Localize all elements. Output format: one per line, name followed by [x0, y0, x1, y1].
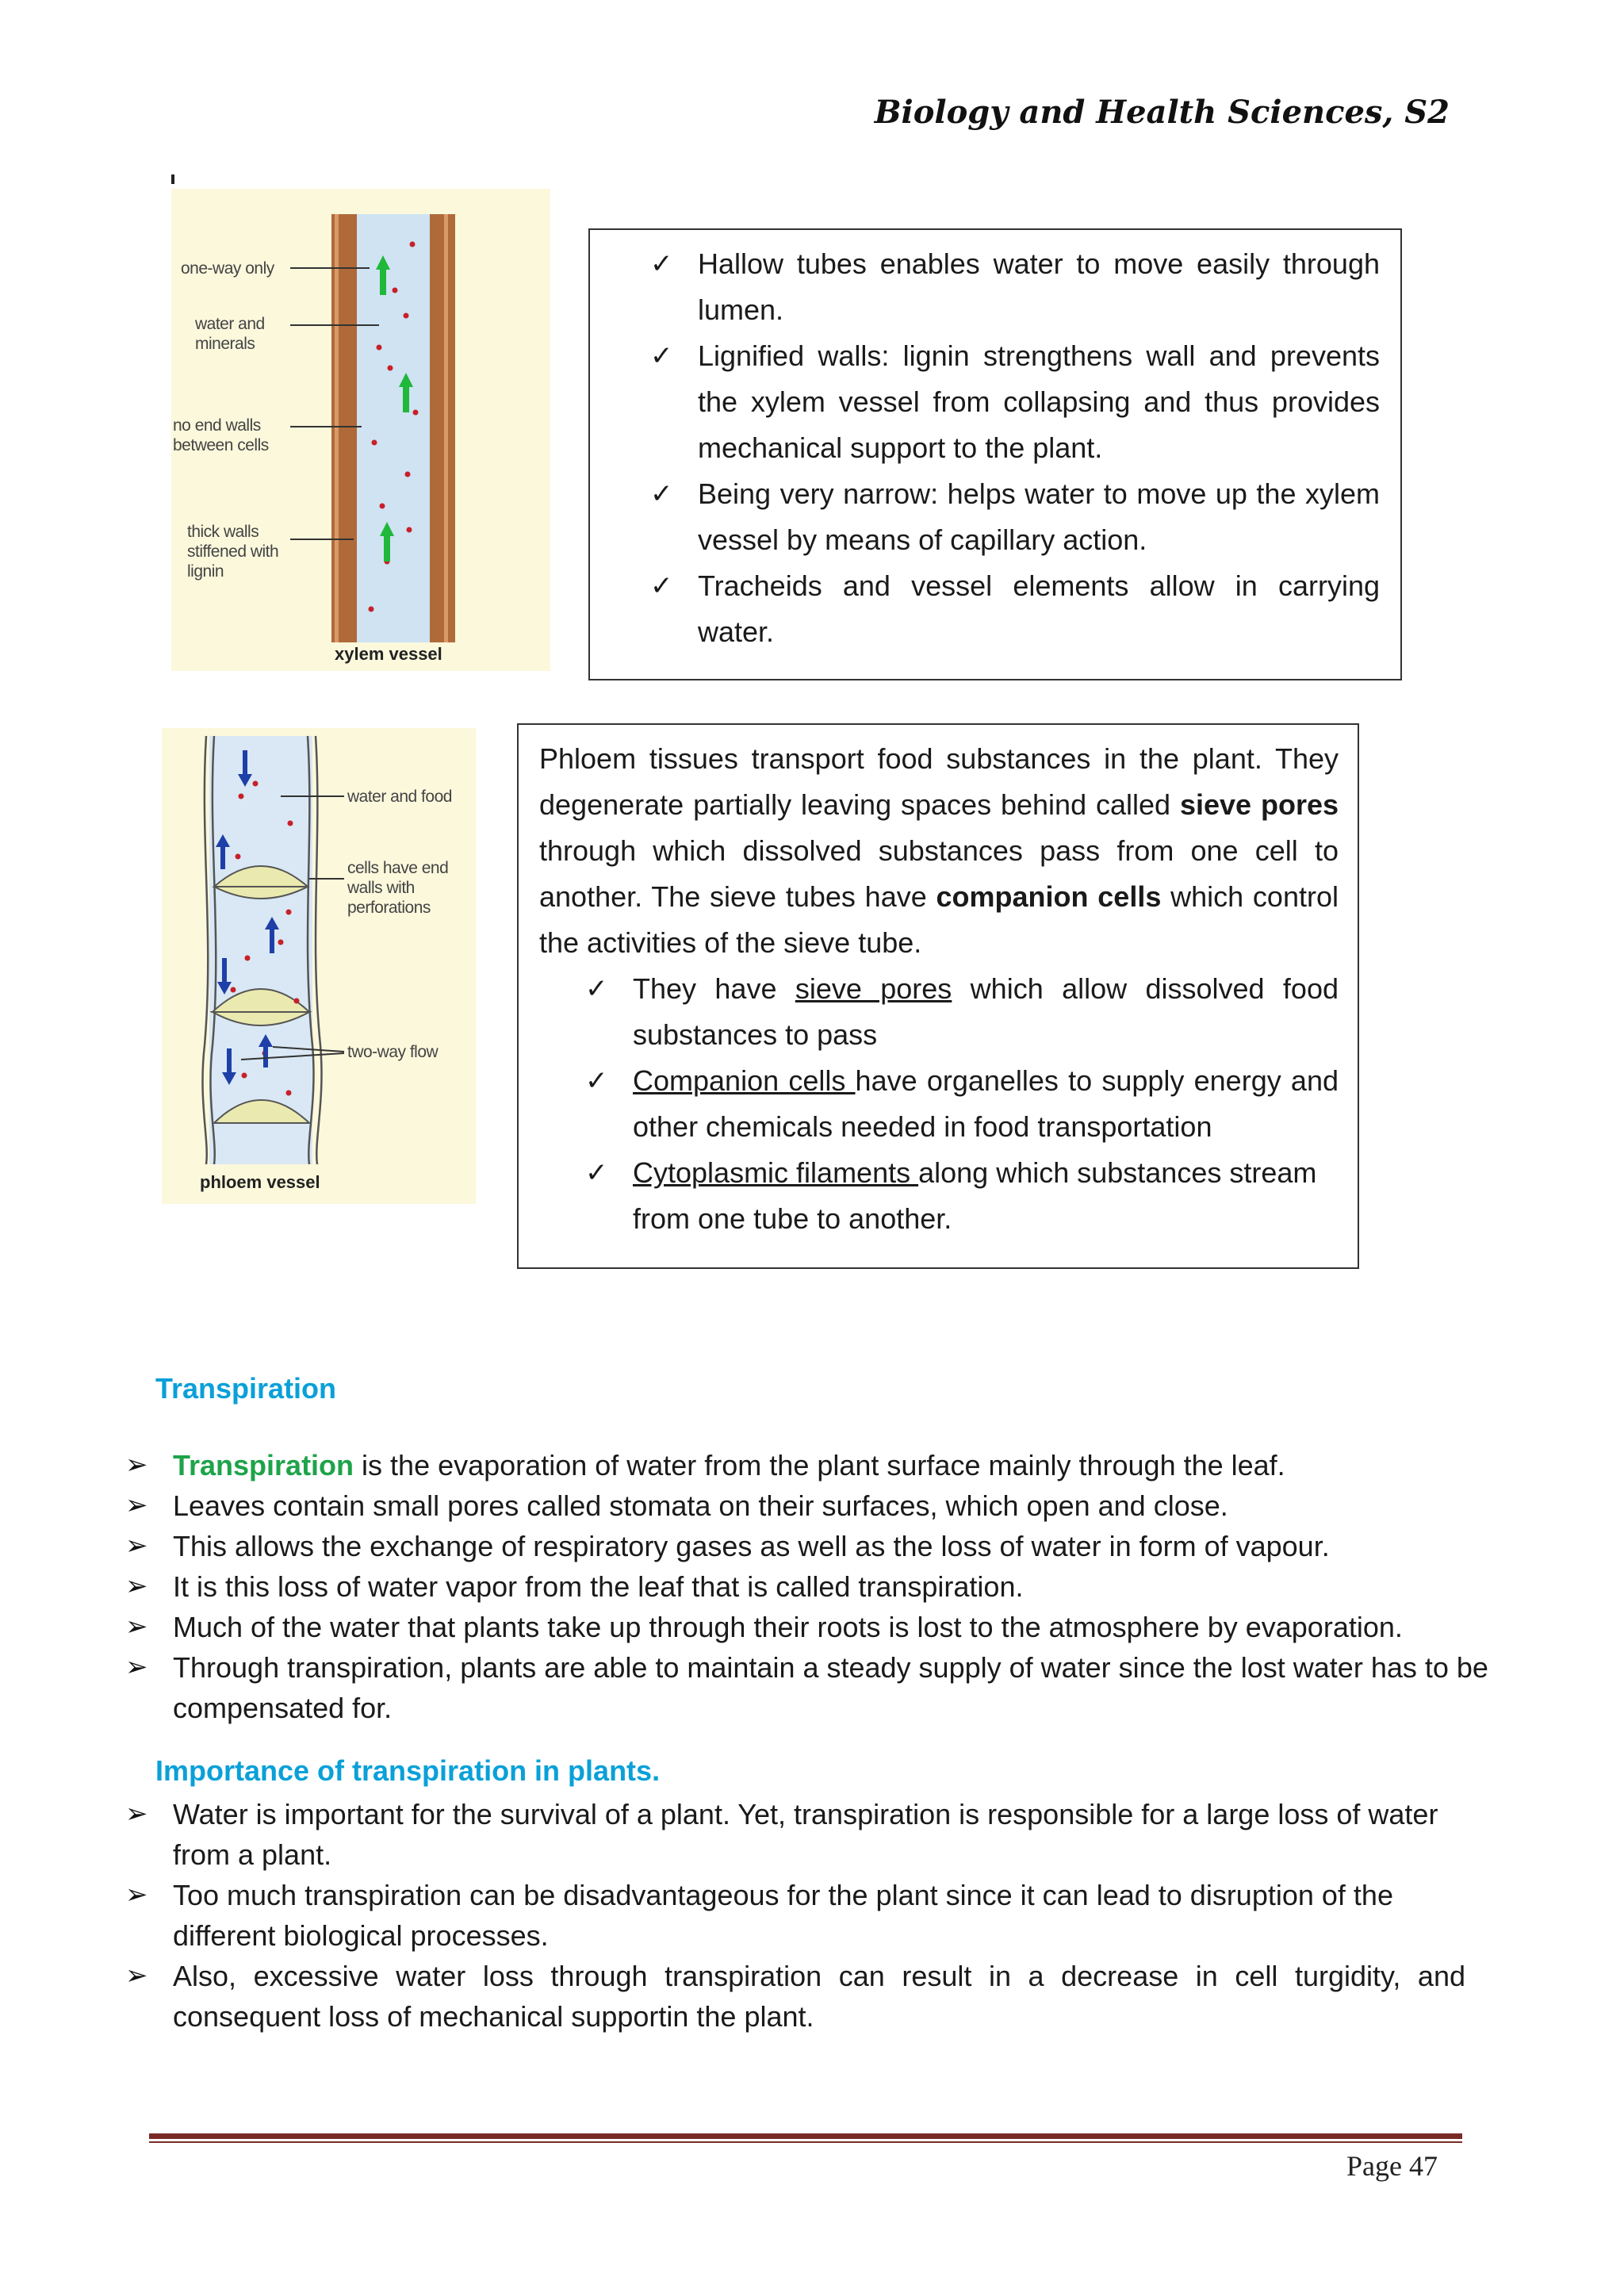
label-water-and-food: water and food — [347, 788, 452, 806]
underlined-term: sieve pores — [795, 972, 952, 1005]
check-icon: ✓ — [650, 249, 673, 279]
list-item — [585, 1058, 1339, 1150]
term-transpiration: Transpiration — [173, 1449, 354, 1481]
importance-heading: Importance of transpiration in plants. — [155, 1754, 661, 1787]
list-item-text: Through transpiration, plants are able to maintain a steady supply of water since the lost water has to be compensated for. — [173, 1651, 1488, 1724]
list-item — [125, 1526, 1576, 1566]
arrow-bullet-icon: ➢ — [125, 1799, 148, 1829]
list-item-text: Much of the water that plants take up through their roots is lost to the atmosphere by evaporation. — [173, 1611, 1403, 1643]
list-item-text: Tracheids and vessel elements allow in carrying water. — [698, 569, 1380, 648]
list-item-text: Also, excessive water loss through transpiration can result in a decrease in cell turgidity, and consequent loss of mechanical supportin the plant. — [173, 1960, 1465, 2033]
label-thick-walls: thick walls stiffened with lignin — [187, 523, 279, 581]
importance-list — [125, 1794, 1465, 2037]
list-item — [125, 1445, 1576, 1485]
transpiration-list — [125, 1445, 1576, 1728]
transpiration-heading: Transpiration — [155, 1372, 337, 1405]
list-item — [125, 1794, 1465, 1875]
xylem-caption: xylem vessel — [335, 644, 442, 664]
check-icon: ✓ — [650, 341, 673, 371]
underlined-term: Cytoplasmic filaments — [633, 1156, 919, 1189]
phloem-features-box — [517, 723, 1359, 1269]
list-item-text: It is this loss of water vapor from the leaf that is called transpiration. — [173, 1570, 1024, 1603]
list-item-text: This allows the exchange of respiratory gases as well as the loss of water in form of vapour. — [173, 1530, 1330, 1562]
list-item-text: which allow dissolved food substances to pass — [633, 972, 1339, 1051]
list-item-text: Hallow tubes enables water to move easily through lumen. — [698, 247, 1380, 326]
list-item — [650, 333, 1380, 471]
stray-mark — [171, 174, 174, 184]
intro-text: Phloem tissues transport food substances in the plant. They degenerate partially leaving spaces behind called — [539, 742, 1339, 821]
list-item-text: Too much transpiration can be disadvantageous for the plant since it can lead to disruption of the different biological processes. — [173, 1879, 1393, 1952]
arrow-bullet-icon: ➢ — [125, 1652, 148, 1682]
list-item — [125, 1875, 1465, 1956]
label-water-and-minerals: water and minerals — [195, 315, 265, 354]
list-item — [650, 241, 1380, 333]
list-item — [650, 471, 1380, 563]
arrow-bullet-icon: ➢ — [125, 1450, 148, 1480]
phloem-diagram — [162, 728, 476, 1204]
list-item-text: Lignified walls: lignin strengthens wall and prevents the xylem vessel from collapsing and thus provides mechanical support to the plant. — [698, 339, 1380, 464]
list-item — [125, 1956, 1465, 2037]
arrow-bullet-icon: ➢ — [125, 1490, 148, 1520]
check-icon: ✓ — [585, 974, 608, 1004]
list-item — [125, 1485, 1576, 1526]
list-item — [585, 966, 1339, 1058]
intro-text: through which dissolved substances pass from one cell to another. The sieve tubes have — [539, 834, 1339, 913]
intro-text: which control the activities of the sieve tube. — [539, 880, 1339, 959]
phloem-caption: phloem vessel — [200, 1172, 320, 1192]
list-item-text: They have — [633, 972, 795, 1005]
phloem-features-list — [585, 966, 1339, 1242]
check-icon: ✓ — [650, 479, 673, 509]
check-icon: ✓ — [585, 1158, 608, 1188]
list-item — [125, 1607, 1576, 1647]
list-item-text: Leaves contain small pores called stomata on their surfaces, which open and close. — [173, 1489, 1228, 1522]
page-number: Page 47 — [1346, 2150, 1438, 2182]
label-no-end-walls: no end walls between cells — [173, 416, 269, 455]
phloem-intro — [539, 736, 1339, 966]
list-item-text: along which substances stream from one tube to another. — [633, 1156, 1317, 1235]
arrow-bullet-icon: ➢ — [125, 1531, 148, 1561]
label-cells-have-end-walls: cells have end walls with perforations — [347, 859, 449, 918]
list-item-text: is the evaporation of water from the plant surface mainly through the leaf. — [354, 1449, 1285, 1481]
check-icon: ✓ — [650, 571, 673, 601]
list-item-text: Water is important for the survival of a plant. Yet, transpiration is responsible for a large loss of water from a plant. — [173, 1798, 1438, 1871]
xylem-features-list — [650, 241, 1380, 655]
xylem-diagram — [171, 189, 550, 671]
label-one-way-only: one-way only — [181, 259, 274, 278]
term-sieve-pores: sieve pores — [1179, 788, 1339, 821]
check-icon: ✓ — [585, 1066, 608, 1096]
arrow-bullet-icon: ➢ — [125, 1571, 148, 1601]
list-item — [585, 1150, 1339, 1242]
list-item — [125, 1647, 1576, 1728]
list-item-text: have organelles to supply energy and other chemicals needed in food transportation — [633, 1064, 1339, 1143]
arrow-bullet-icon: ➢ — [125, 1961, 148, 1991]
list-item — [650, 563, 1380, 655]
term-companion-cells: companion cells — [936, 880, 1162, 913]
arrow-bullet-icon: ➢ — [125, 1880, 148, 1910]
label-two-way-flow: two-way flow — [347, 1043, 439, 1061]
footer-rule-thin — [149, 2141, 1462, 2143]
arrow-bullet-icon: ➢ — [125, 1612, 148, 1642]
list-item — [125, 1566, 1576, 1607]
running-header: Biology and Health Sciences, S2 — [874, 94, 1450, 131]
list-item-text: Being very narrow: helps water to move up the xylem vessel by means of capillary action. — [698, 477, 1380, 556]
footer-rule — [149, 2133, 1462, 2139]
underlined-term: Companion cells — [633, 1064, 856, 1097]
xylem-features-box — [588, 228, 1402, 680]
